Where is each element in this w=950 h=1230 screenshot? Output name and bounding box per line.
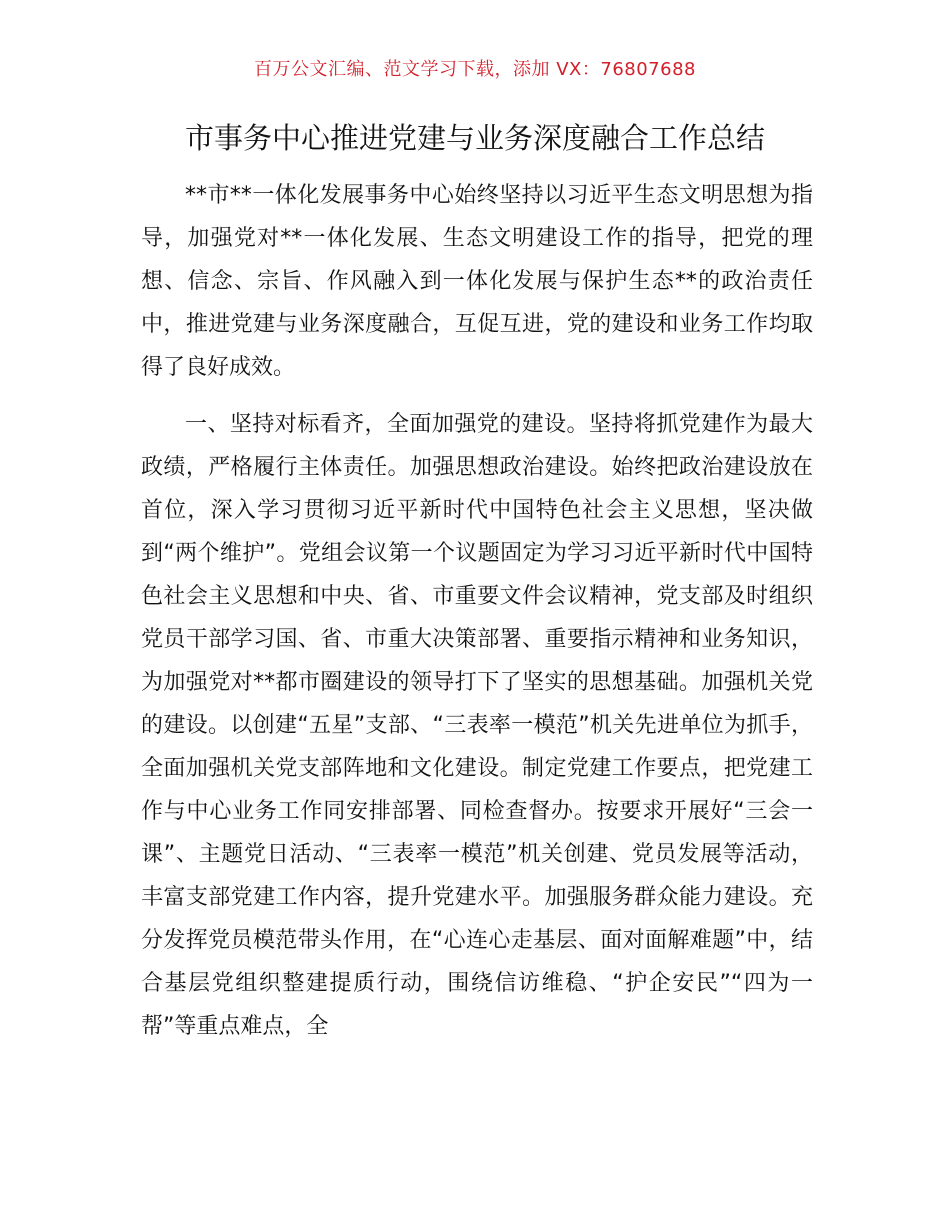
document-body [141, 174, 813, 1048]
body-paragraph-section-one: 一、坚持对标看齐，全面加强党的建设。坚持将抓党建作为最大政绩，严格履行主体责任。加强思想政治建设。始终把政治建设放在首位，深入学习贯彻习近平新时代中国特色社会主义思想，坚决做到“两个维护”。党组会议第一个议题固定为学习习近平新时代中国特色社会主义思想和中央、省、市重要文件会议精神，党支部及时组织党员干部学习国、省、市重大决策部署、重要指示精神和业务知识，为加强党对**都市圈建设的领导打下了坚实的思想基础。加强机关党的建设。以创建“五星”支部、“三表率一模范”机关先进单位为抓手，全面加强机关党支部阵地和文化建设。制定党建工作要点，把党建工作与中心业务工作同安排部署、同检查督办。按要求开展好“三会一课”、主题党日活动、“三表率一模范”机关创建、党员发展等活动，丰富支部党建工作内容，提升党建水平。加强服务群众能力建设。充分发挥党员模范带头作用，在“心连心走基层、面对面解难题”中，结合基层党组织整建提质行动，围绕信访维稳、“护企安民”“四为一帮”等重点难点，全 [141, 412, 813, 1039]
body-paragraph-intro: **市**一体化发展事务中心始终坚持以习近平生态文明思想为指导，加强党对**一体化发展、生态文明建设工作的指导，把党的理想、信念、宗旨、作风融入到一体化发展与保护生态**的政治责任中，推进党建与业务深度融合，互促互进，党的建设和业务工作均取得了良好成效。 [141, 183, 813, 380]
header-watermark-note: 百万公文汇编、范文学习下载，添加 VX：76807688 [254, 59, 696, 80]
document-title: 市事务中心推进党建与业务深度融合工作总结 [184, 121, 765, 155]
